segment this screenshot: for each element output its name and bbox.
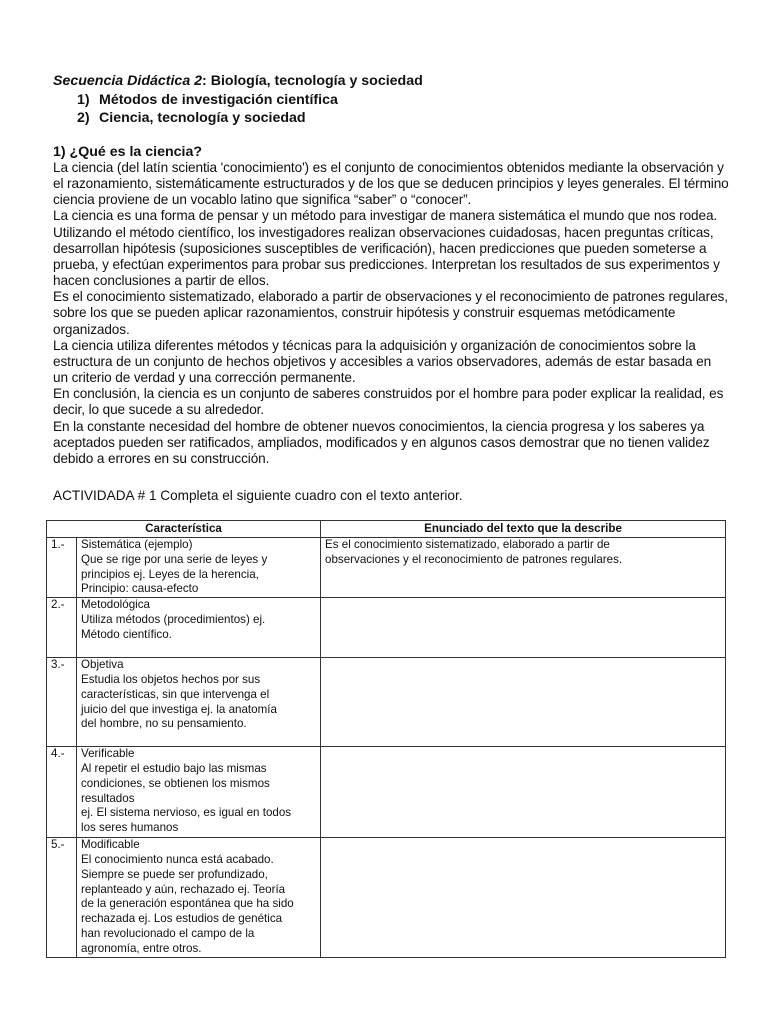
paragraph: En conclusión, la ciencia es un conjunto de saberes construidos por el hombre para poder explicar la realidad, es decir, lo que sucede a su alrededor. — [53, 386, 724, 418]
description-cell-empty[interactable] — [321, 658, 726, 747]
heading-list-item — [77, 109, 733, 128]
column-header-characteristic: Característica — [47, 521, 321, 538]
characteristic-cell — [77, 747, 321, 838]
paragraph: La ciencia utiliza diferentes métodos y técnicas para la adquisición y organización de conocimientos sobre la estructura de un conjunto de hechos objetivos y accesibles a varios observadores, además de estar basada en un criterio de verdad y una corrección permanente. — [53, 337, 712, 386]
column-header-description: Enunciado del texto que la describe — [321, 521, 726, 538]
description-cell-empty[interactable] — [321, 747, 726, 838]
description-line: Es el conocimiento sistematizado, elaborado a partir de — [325, 538, 610, 551]
characteristic-cell — [77, 538, 321, 598]
characteristic-line: Siempre se puede ser profundizado, — [81, 867, 268, 881]
characteristic-line: Objetiva — [81, 658, 124, 672]
characteristic-line: agronomía, entre otros. — [81, 941, 202, 955]
characteristic-line: Modificable — [81, 838, 140, 852]
paragraph: En la constante necesidad del hombre de obtener nuevos conocimientos, la ciencia progresa y los saberes ya aceptados pueden ser ratificados, ampliados, modificados y en algunos casos demostrar que no tienen validez debido a errores en su construcción. — [53, 418, 710, 466]
characteristic-line: han revolucionado el campo de la — [81, 926, 255, 940]
characteristic-cell — [77, 658, 321, 747]
section-body — [53, 160, 729, 467]
characteristic-cell — [77, 838, 321, 958]
characteristic-line: principios ej. Leyes de la herencia, — [81, 567, 259, 581]
activity-instruction: ACTIVIDADA # 1 Completa el siguiente cuadro con el texto anterior. — [53, 488, 463, 503]
table-row — [47, 538, 726, 598]
table-row — [47, 658, 726, 747]
table-row — [47, 838, 726, 958]
characteristic-line: Sistemática (ejemplo) — [81, 538, 193, 551]
characteristic-line: Método científico. — [81, 627, 172, 641]
row-number: 2.- — [47, 598, 77, 658]
characteristic-line: resultados — [81, 791, 135, 805]
description-cell-empty[interactable] — [321, 838, 726, 958]
characteristic-line: Principio: causa-efecto — [81, 582, 199, 596]
heading-list — [53, 91, 733, 128]
characteristic-line: rechazada ej. Los estudios de genética — [81, 912, 283, 926]
paragraph: La ciencia es una forma de pensar y un método para investigar de manera sistemática el mundo que nos rodea. Utilizando el método científico, los investigadores realizan observaciones cuidadosas, hacen preguntas críticas, desarrollan hipótesis (suposiciones susceptibles de verificación), hacen predicciones que pueden someterse a prueba, y efectúan experimentos para probar sus predicciones. Interpretan los resultados de sus experimentos y hacen conclusiones a partir de ellos. — [53, 208, 720, 289]
characteristic-line: replanteado y aún, rechazado ej. Teoría — [81, 882, 286, 896]
description-cell-empty[interactable] — [321, 598, 726, 658]
heading-title — [53, 72, 733, 91]
section-title: 1) ¿Qué es la ciencia? — [53, 144, 203, 160]
row-number: 3.- — [47, 658, 77, 747]
characteristic-line: de la generación espontánea que ha sido — [81, 897, 294, 911]
row-number: 5.- — [47, 838, 77, 958]
characteristic-line: El conocimiento nunca está acabado. — [81, 852, 274, 866]
heading-list-number: 1) — [77, 91, 90, 108]
description-line: observaciones y el reconocimiento de patrones regulares. — [325, 552, 623, 566]
heading-list-label: Ciencia, tecnología y sociedad — [99, 110, 306, 126]
paragraph: La ciencia (del latín scientia 'conocimiento') es el conjunto de conocimientos obtenidos mediante la observación y el razonamiento, sistemáticamente estructurados y de los que se deducen principios y leyes generales. El término ciencia proviene de un vocablo latino que significa “saber” o “conocer”. — [53, 160, 729, 208]
characteristics-table — [46, 520, 726, 958]
row-number: 1.- — [47, 538, 77, 598]
characteristic-line: Estudia los objetos hechos por sus — [81, 672, 261, 686]
heading-list-number: 2) — [77, 110, 90, 126]
table-row — [47, 747, 726, 838]
table-row — [47, 598, 726, 658]
heading-list-item — [77, 91, 733, 110]
description-cell[interactable] — [321, 538, 726, 598]
characteristic-line: juicio del que investiga ej. la anatomía — [81, 702, 277, 716]
heading-title-italic: Secuencia Didáctica 2 — [53, 73, 203, 89]
characteristic-line: Que se rige por una serie de leyes y — [81, 552, 268, 566]
characteristic-line: Metodológica — [81, 598, 150, 612]
characteristic-cell — [77, 598, 321, 658]
heading-title-rest: : Biología, tecnología y sociedad — [202, 73, 423, 89]
characteristic-line: Verificable — [81, 747, 135, 761]
paragraph: Es el conocimiento sistematizado, elaborado a partir de observaciones y el reconocimiento de patrones regulares, sobre los que se pueden aplicar razonamientos, construir hipótesis y construir esquemas metódicamente organizados. — [53, 289, 728, 337]
row-number: 4.- — [47, 747, 77, 838]
characteristic-line: los seres humanos — [81, 821, 179, 835]
document-heading — [53, 72, 733, 128]
table-header-row — [47, 521, 726, 538]
characteristic-line: del hombre, no su pensamiento. — [81, 717, 247, 731]
characteristic-line: ej. El sistema nervioso, es igual en todos — [81, 806, 292, 820]
characteristic-line: Utiliza métodos (procedimientos) ej. — [81, 612, 266, 626]
characteristic-line: características, sin que intervenga el — [81, 687, 270, 701]
characteristic-line: condiciones, se obtienen los mismos — [81, 776, 270, 790]
heading-list-label: Métodos de investigación científica — [99, 91, 338, 108]
characteristic-line: Al repetir el estudio bajo las mismas — [81, 761, 267, 775]
